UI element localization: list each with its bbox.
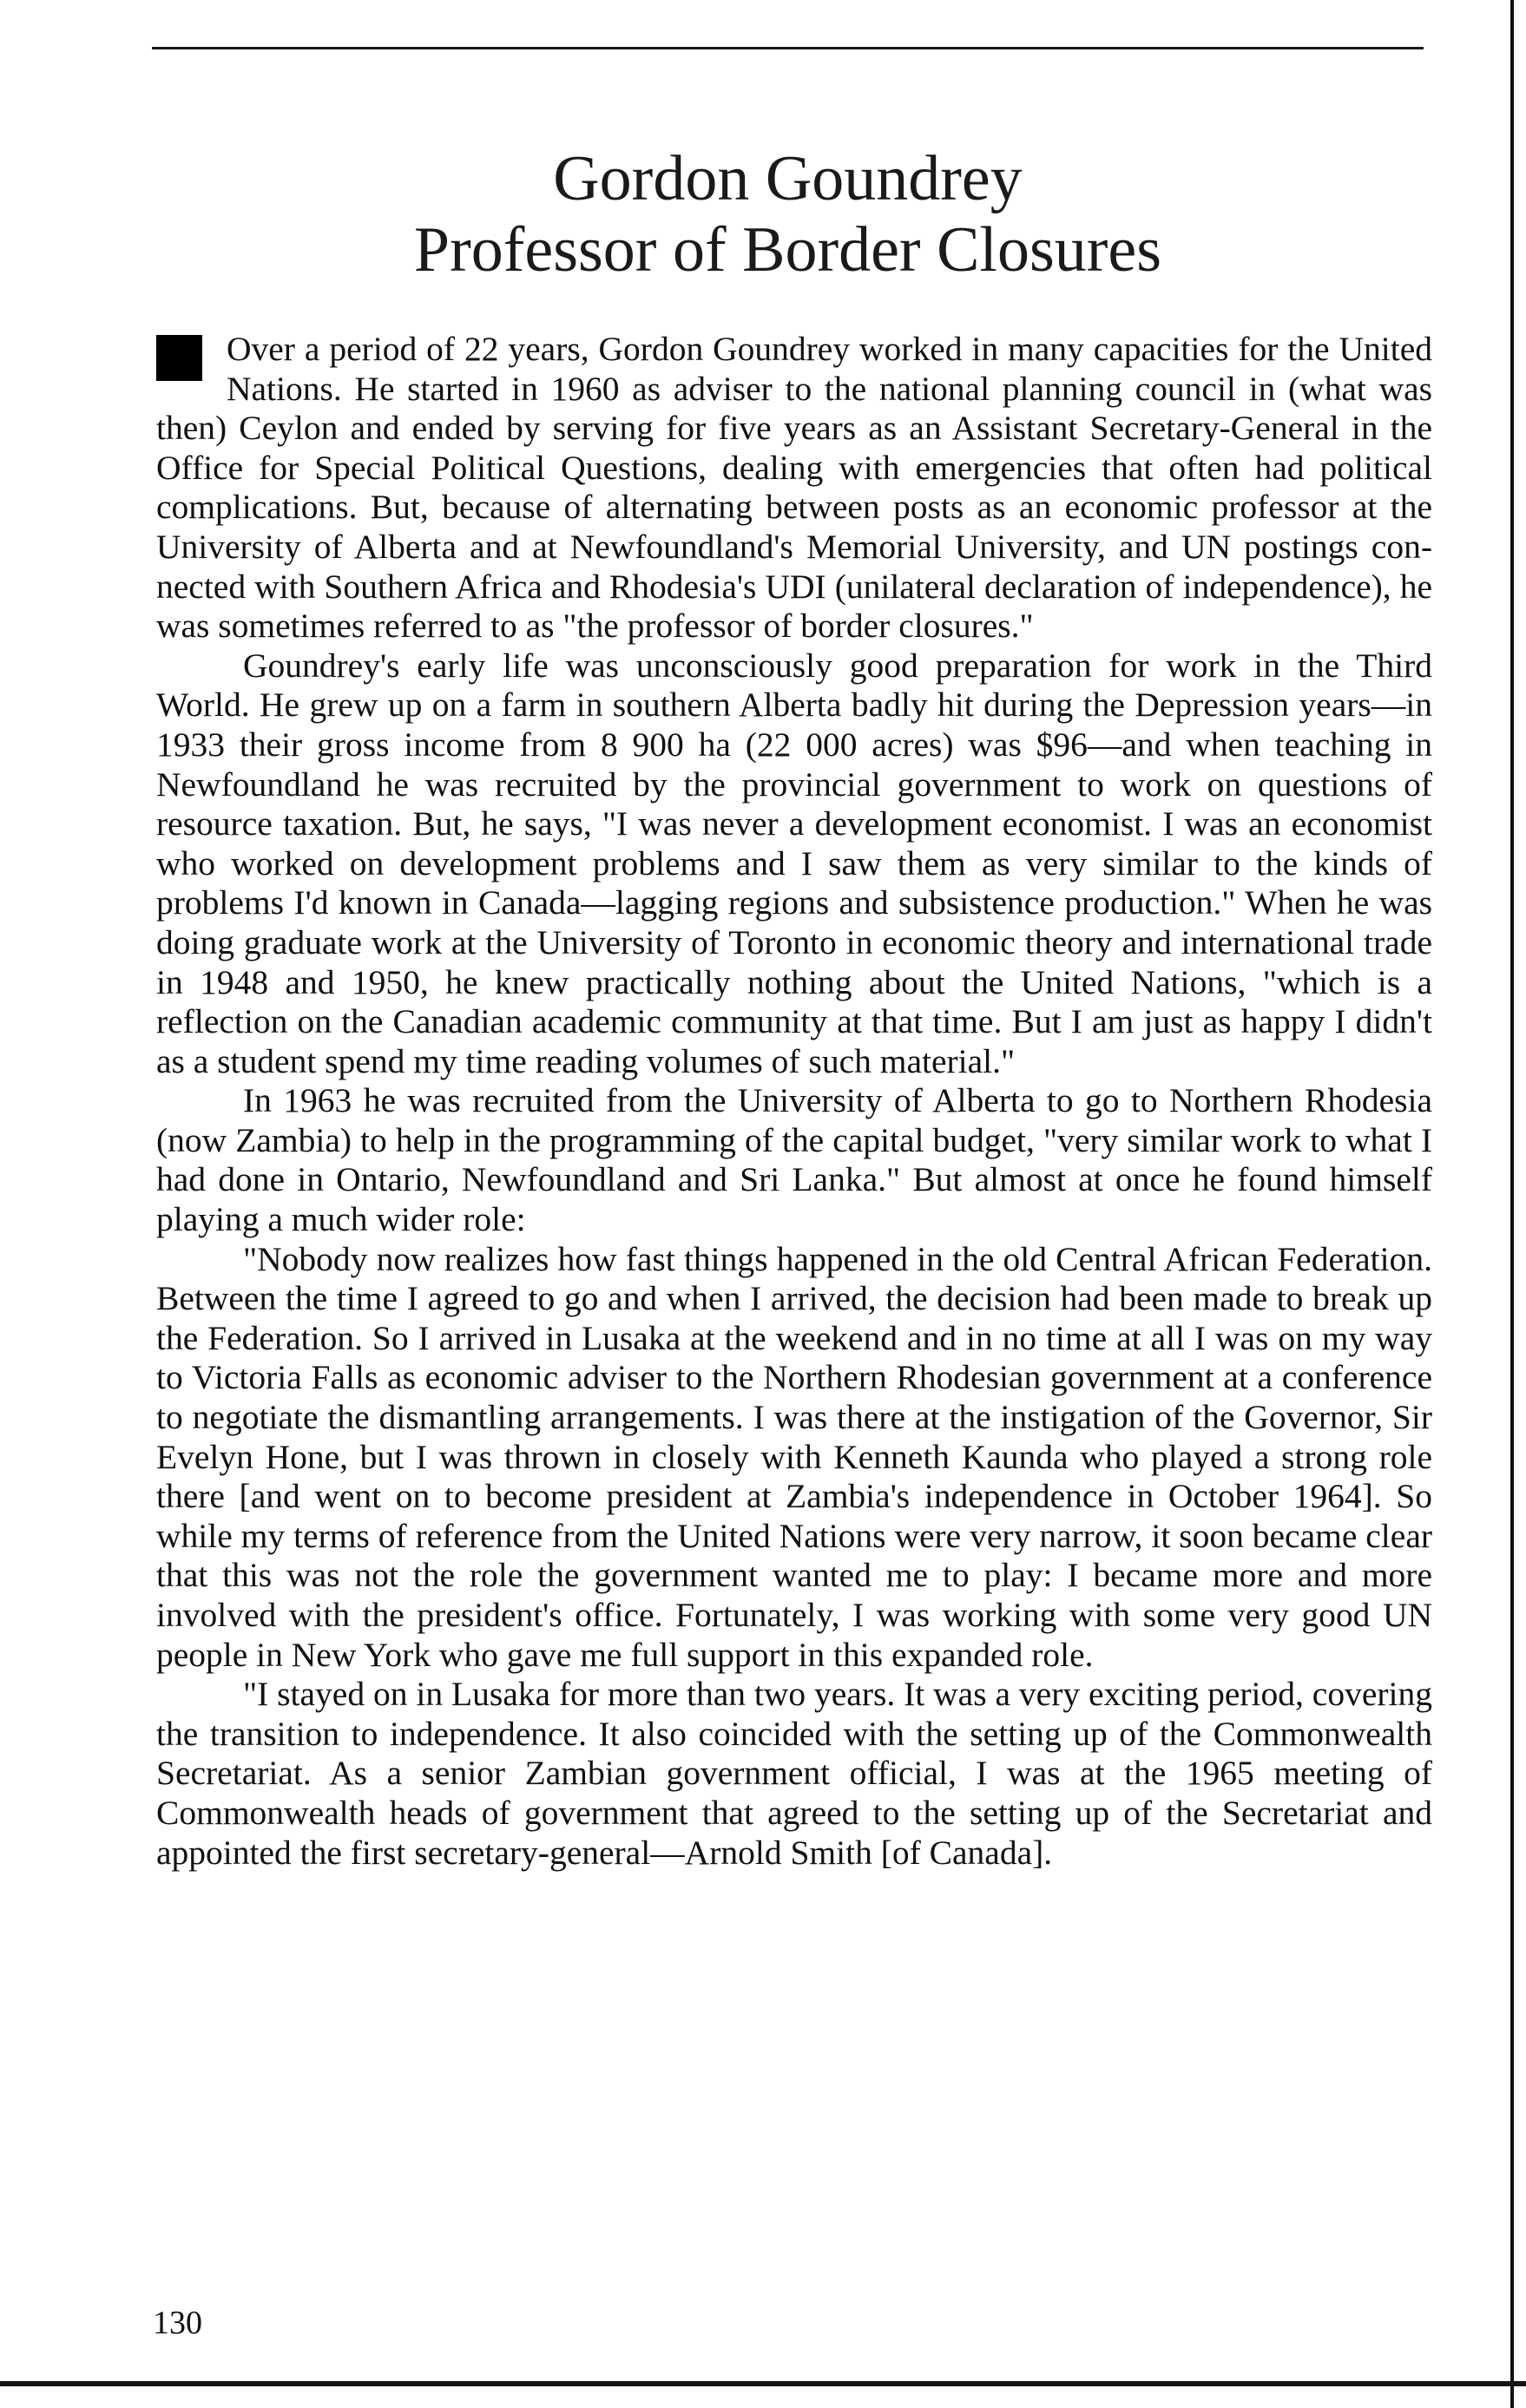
article-body (156, 330, 1432, 1873)
paragraph-2: Goundrey's early life was unconsciously good preparation for work in the Third World. He grew up on a farm in southern Alberta badly hit during the Depression years—in 1933 their gross income from 8 900 ha (22 000 acres) was $96—and when teaching in Newfoundland he was recruited by the provincial government to work on questions of resource taxation. But, he says, "I was never a development economist. I was an economist who worked on development problems and I saw them as very similar to the kinds of problems I'd known in Canada—lagging regions and subsistence production." When he was doing graduate work at the University of Toronto in economic theory and international trade in 1948 and 1950, he knew practically nothing about the United Nations, "which is a reflection on the Canadian academic community at that time. But I am just as happy I didn't as a student spend my time reading volumes of such material." (156, 646, 1432, 1080)
paragraph-1 (156, 330, 1432, 646)
page-edge-bottom (0, 2381, 1526, 2386)
title-name: Gordon Goundrey (553, 143, 1023, 214)
title-subtitle: Professor of Border Closures (413, 214, 1162, 285)
paragraph-5: "I stayed on in Lusaka for more than two years. It was a very exciting period, covering the transition to independence. It also coincided with the setting up of the Commonwealth Secretariat. As a senior Zambian government official, I was at the 1965 meeting of Commonwealth heads of government that agreed to the setting up of the Secretariat and appointed the first secretary-general—Arnold Smith [of Canada]. (156, 1675, 1432, 1872)
article-title (152, 143, 1424, 285)
paragraph-3: In 1963 he was recruited from the University of Alberta to go to Northern Rhodesia (now Zambia) to help in the programming of the capital budget, "very similar work to what I had done in Ontario, Newfoundland and Sri Lanka." But almost at once he found himself playing a much wider role: (156, 1081, 1432, 1239)
page-edge-right (1510, 0, 1514, 2408)
paragraph-1-text: Over a period of 22 years, Gordon Goundrey worked in many capacities for the United Nations. He started in 1960 as adviser to the national planning council in (what was then) Ceylon and ended by serving for five years as an Assistant Secretary-General in the Office for Special Political Questions, dealing with emergencies that often had political complications. But, because of alternating between posts as an economic professor at the University of Alberta and at Newfoundland's Memorial University, and UN postings connected with Southern Africa and Rhodesia's UDI (unilateral declaration of independence), he was sometimes referred to as "the professor of border closures." (156, 330, 1432, 646)
section-marker-square (156, 335, 202, 381)
paragraph-4: "Nobody now realizes how fast things happened in the old Central African Federation. Between the time I agreed to go and when I arrived, the decision had been made to break up the Federation. So I arrived in Lusaka at the weekend and in no time at all I was on my way to Victoria Falls as economic adviser to the Northern Rhodesian government at a conference to negotiate the dismantling arrangements. I was there at the instigation of the Governor, Sir Evelyn Hone, but I was thrown in closely with Kenneth Kaunda who played a strong role there [and went on to become president at Zambia's independence in October 1964]. So while my terms of reference from the United Nations were very narrow, it soon became clear that this was not the role the government wanted me to play: I became more and more involved with the president's office. Fortunately, I was working with some very good UN people in New York who gave me full support in this expanded role. (156, 1239, 1432, 1674)
top-rule (152, 47, 1424, 49)
page-number: 130 (153, 2305, 202, 2341)
